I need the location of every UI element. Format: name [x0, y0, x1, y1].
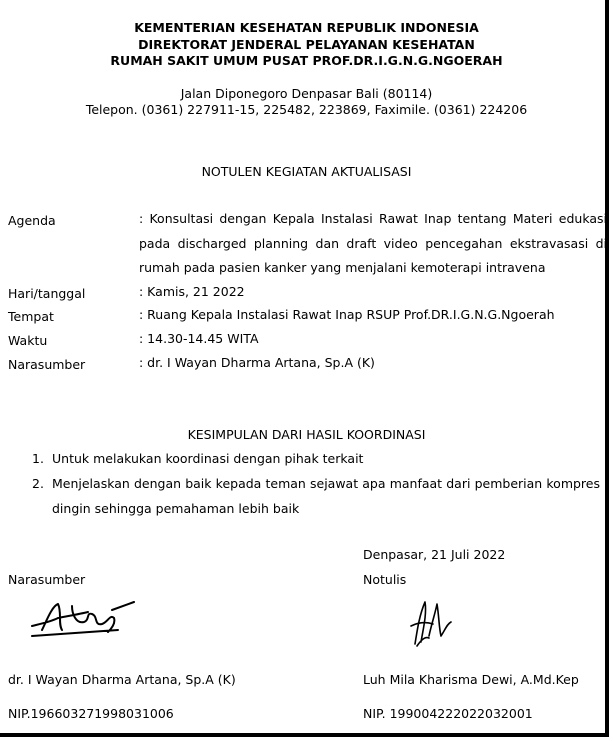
- place-value: : Ruang Kepala Instalasi Rawat Inap RSUP Prof.DR.I.G.N.G.Ngoerah: [139, 307, 555, 322]
- right-signer-role: Notulis: [363, 572, 407, 587]
- item-number: 2.: [32, 476, 44, 491]
- document-title: NOTULEN KEGIATAN AKTUALISASI: [201, 164, 412, 179]
- time-value: : 14.30-14.45 WITA: [139, 331, 259, 346]
- ministry-name: KEMENTERIAN KESEHATAN REPUBLIK INDONESIA: [134, 20, 479, 35]
- time-label: Waktu: [8, 333, 48, 348]
- place-label: Tempat: [8, 309, 54, 324]
- left-signer-nip: NIP.196603271998031006: [8, 706, 174, 721]
- item-number: 1.: [32, 451, 44, 466]
- agenda-value: : Konsultasi dengan Kepala Instalasi Rawat Inap tentang Materi edukasi pada discharged planning dan draft video pencegahan ekstravasasi di rumah pada pasien kanker yang menjalani kemoterapi intravena: [139, 211, 607, 275]
- letterhead: [0, 20, 613, 70]
- speaker-label: Narasumber: [8, 357, 86, 372]
- left-signature-image: [28, 596, 138, 638]
- address-line: Jalan Diponegoro Denpasar Bali (80114): [180, 86, 433, 101]
- date-label: Hari/tanggal: [8, 286, 86, 301]
- item-text: Untuk melakukan koordinasi dengan pihak terkait: [52, 451, 364, 466]
- hospital-name: RUMAH SAKIT UMUM PUSAT PROF.DR.I.G.N.G.NGOERAH: [110, 53, 503, 68]
- conclusion-title: KESIMPULAN DARI HASIL KOORDINASI: [187, 427, 426, 442]
- left-signer-name: dr. I Wayan Dharma Artana, Sp.A (K): [8, 672, 236, 687]
- left-signer-role: Narasumber: [8, 572, 86, 587]
- phone-line: Telepon. (0361) 227911-15, 225482, 223869, Faximile. (0361) 224206: [85, 102, 528, 117]
- agenda-label: Agenda: [8, 213, 56, 228]
- right-signer-name: Luh Mila Kharisma Dewi, A.Md.Kep: [363, 672, 579, 687]
- date-value: : Kamis, 21 2022: [139, 284, 245, 299]
- place-date: Denpasar, 21 Juli 2022: [363, 547, 506, 562]
- item-text: Menjelaskan dengan baik kepada teman sejawat apa manfaat dari pemberian kompres dingin sehingga pemahaman lebih baik: [52, 476, 600, 516]
- letterhead-address: [0, 86, 613, 118]
- right-signature-image: [405, 596, 455, 648]
- speaker-value: : dr. I Wayan Dharma Artana, Sp.A (K): [139, 355, 375, 370]
- directorate-name: DIREKTORAT JENDERAL PELAYANAN KESEHATAN: [138, 36, 475, 52]
- right-signer-nip: NIP. 199004222022032001: [363, 706, 533, 721]
